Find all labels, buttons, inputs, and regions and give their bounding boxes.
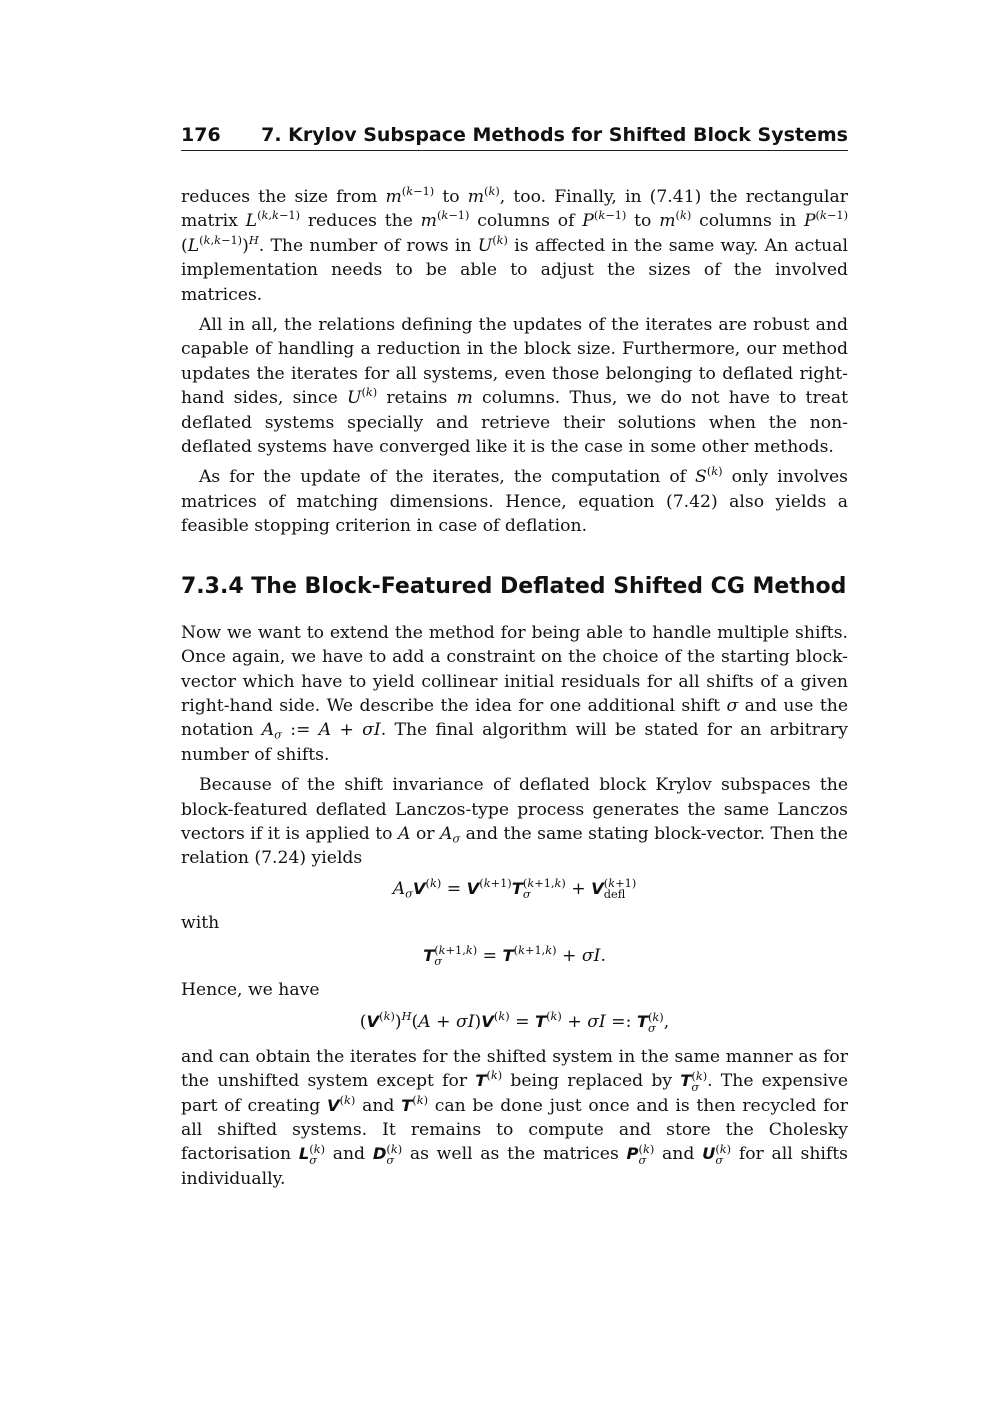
paragraph-1: reduces the size from $m^{(k-1)}$ to $m^{(k)}$, too. Finally, in (7.41) the rectangular matrix $L^{(k,k-1)}$ reduces the $m^{(k-1)}$ columns of $P^{(k-1)}$ to $m^{(k)}$ columns in $P^{(k-1)}(L^{(k,k-1)})^H$. The number of rows in $U^{(k)}$ is affected in the same way. An actual implementation needs to be able to adjust the sizes of the involved matrices. [181,183,849,305]
equation-1: $A_\sigma V^{(k)} = V^{(k+1)}T$ (k+1,k) σ + V (k+1) defl [392,875,637,902]
page-body [181,185,848,1197]
page-header [181,122,848,151]
with-text: with [181,913,220,934]
paragraph-2: All in all, the relations defining the updates of the iterates are robust and capable of handling a reduction in the block size. Furthermore, our method updates the iterates for all systems, even those belonging to deflated right-hand sides, since $U^{(k)}$ retains m columns. Thus, we do not have to treat deflated systems specially and retrieve their solutions when the non-deflated systems have converged like it is the case in some other methods. [181,315,848,458]
section-heading: 7.3.4 The Block-Featured Deflated Shifted CG Method [181,573,847,599]
page-number: 176 [181,124,221,146]
paragraph-6: and can obtain the iterates for the shifted system in the same manner as for the unshifted system except for $T^{(k)}$ being replaced by T (k) σ . The expensive part of creating $V^{(k)}$ and $T^{(k)}$ can be done just once and is then recycled for all shifted systems. It remains to compute and store the Cholesky factorisation L (k) σ and D (k) σ as well as the matrices P (k) σ and U (k) σ for all shifts individually. [181,1046,848,1189]
equation-2: T (k+1,k) σ = $T^{(k+1,k)} + \sigma I$. [423,942,606,968]
equation-3: $(V^{(k)})^H(A + \sigma I)V^{(k)} = T^{(k)} + \sigma I$ =: T (k) σ , [359,1009,670,1035]
chapter-title: 7. Krylov Subspace Methods for Shifted Block Systems [261,124,848,146]
paragraph-4: Now we want to extend the method for being able to handle multiple shifts. Once again, we have to add a constraint on the choice of the starting block-vector which have to yield collinear initial residuals for all shifts of a given right-hand side. We describe the idea for one additional shift σ and use the notation $A_\sigma$ := A + σI. The final algorithm will be stated for an arbitrary number of shifts. [181,622,849,765]
paragraph-3: As for the update of the iterates, the computation of $S^{(k)}$ only involves matrices of matching dimensions. Hence, equation (7.42) also yields a feasible stopping criterion in case of deflation. [181,464,849,537]
paragraph-5: Because of the shift invariance of deflated block Krylov subspaces the block-featured deflated Lanczos-type process generates the same Lanczos vectors if it is applied to A or $A_\sigma$ and the same stating block-vector. Then the relation (7.24) yields [181,775,848,869]
hence-text: Hence, we have [181,979,320,1000]
